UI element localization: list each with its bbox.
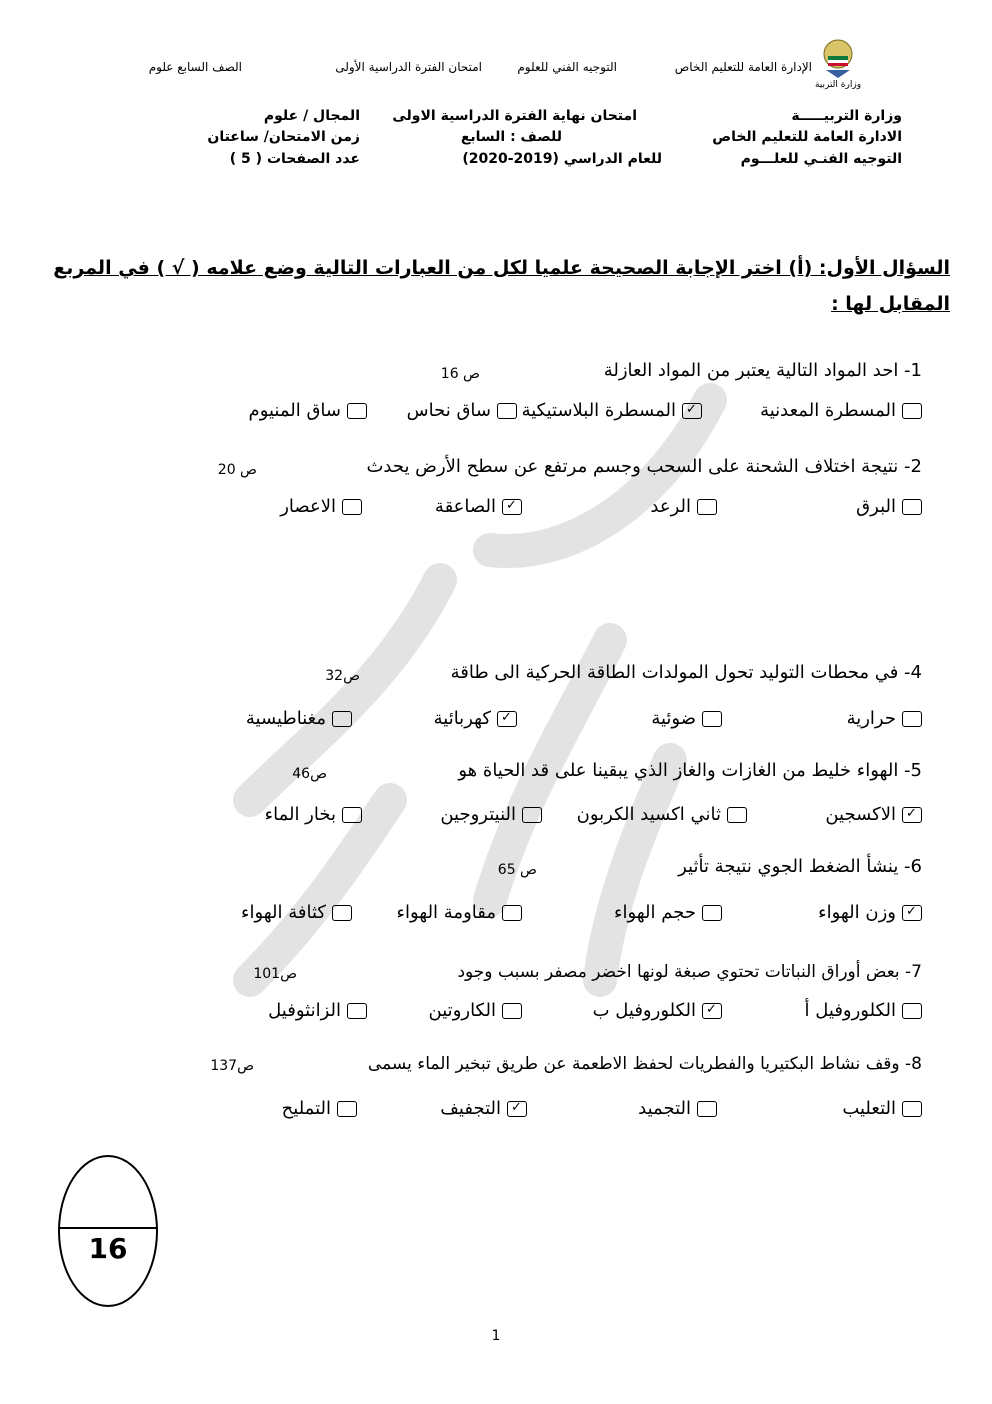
checkbox-icon[interactable] <box>342 499 362 515</box>
logo-caption: وزارة التربية <box>814 80 862 90</box>
score-oval <box>58 1155 158 1307</box>
header-pages: عدد الصفحات ( 5 ) <box>229 151 360 167</box>
top-exam: امتحان الفترة الدراسية الأولى <box>335 60 482 74</box>
header-grade: للصف : السابع <box>460 129 562 145</box>
option-checkbox[interactable]: الكلوروفيل أ <box>805 1000 922 1021</box>
checkbox-icon[interactable] <box>332 711 352 727</box>
checkbox-icon[interactable] <box>347 1003 367 1019</box>
option-checkbox[interactable]: ✓ التجفيف <box>440 1098 527 1119</box>
page-ref: ص101 <box>253 966 297 982</box>
option-checkbox[interactable]: الكاروتين <box>429 1000 522 1021</box>
checkbox-checked-icon[interactable] <box>502 499 522 515</box>
option-checkbox[interactable]: ✓ كهربائية <box>434 708 517 729</box>
option-checkbox[interactable]: ثاني اكسيد الكربون <box>577 804 747 825</box>
option-checkbox[interactable]: ساق نحاس <box>407 400 517 421</box>
checkbox-icon[interactable] <box>522 807 542 823</box>
option-checkbox[interactable]: البرق <box>856 496 922 517</box>
checkbox-icon[interactable] <box>902 499 922 515</box>
question-stem: 1- احد المواد التالية يعتبر من المواد العازلة <box>603 360 922 381</box>
option-checkbox[interactable]: الاعصار <box>280 496 362 517</box>
checkbox-icon[interactable] <box>337 1101 357 1117</box>
header-year: للعام الدراسي (2019-2020) <box>462 151 662 167</box>
header-ministry: وزارة التربيـــــة <box>791 108 902 124</box>
option-checkbox[interactable]: ✓ الصاعقة <box>435 496 522 517</box>
option-checkbox[interactable]: ✓ المسطرة البلاستيكية <box>522 400 702 421</box>
option-checkbox[interactable]: حرارية <box>847 708 922 729</box>
checkbox-checked-icon[interactable] <box>682 403 702 419</box>
checkbox-icon[interactable] <box>697 499 717 515</box>
question-title: السؤال الأول: (أ) اختر الإجابة الصحيحة علميا لكل من العبارات التالية وضع علامه ( √ ) في المربع المقابل لها : <box>53 257 950 315</box>
page-ref: ص 16 <box>440 366 480 382</box>
option-checkbox[interactable]: التعليب <box>842 1098 922 1119</box>
option-checkbox[interactable]: التجميد <box>638 1098 717 1119</box>
question-stem: 2- نتيجة اختلاف الشحنة على السحب وجسم مرتفع عن سطح الأرض يحدث <box>366 456 922 477</box>
option-checkbox[interactable]: بخار الماء <box>265 804 362 825</box>
header-exam-title: امتحان نهاية الفترة الدراسية الاولى <box>392 108 637 124</box>
page-number: 1 <box>491 1328 501 1344</box>
header-admin: الادارة العامة للتعليم الخاص <box>712 129 902 145</box>
option-checkbox[interactable]: مقاومة الهواء <box>397 902 522 923</box>
option-checkbox[interactable]: التمليح <box>282 1098 357 1119</box>
score-value: 16 <box>88 1232 128 1265</box>
checkbox-checked-icon[interactable] <box>507 1101 527 1117</box>
checkbox-icon[interactable] <box>342 807 362 823</box>
question-stem: 6- ينشأ الضغط الجوي نتيجة تأثير <box>678 856 922 877</box>
checkbox-icon[interactable] <box>902 711 922 727</box>
checkbox-checked-icon[interactable] <box>902 905 922 921</box>
option-checkbox[interactable]: ✓ الاكسجين <box>825 804 922 825</box>
option-checkbox[interactable]: كثافة الهواء <box>241 902 352 923</box>
checkbox-icon[interactable] <box>697 1101 717 1117</box>
score-divider <box>58 1227 158 1229</box>
top-grade: الصف السابع علوم <box>148 60 242 74</box>
option-checkbox[interactable]: ✓ وزن الهواء <box>818 902 922 923</box>
option-checkbox[interactable]: ✓ الكلوروفيل ب <box>593 1000 722 1021</box>
page-ref: ص46 <box>292 766 327 782</box>
question-stem: 4- في محطات التوليد تحول المولدات الطاقة الحركية الى طاقة <box>450 662 922 683</box>
page-ref: ص32 <box>325 668 360 684</box>
question-stem: 5- الهواء خليط من الغازات والغاز الذي يبقينا على قد الحياة هو <box>458 760 922 781</box>
top-admin: الإدارة العامة للتعليم الخاص <box>674 60 812 74</box>
checkbox-icon[interactable] <box>727 807 747 823</box>
header-field: المجال / علوم <box>263 108 360 124</box>
checkbox-icon[interactable] <box>332 905 352 921</box>
header-guidance: التوجيه الفنـي للعلـــوم <box>740 151 902 167</box>
option-checkbox[interactable]: المسطرة المعدنية <box>760 400 922 421</box>
page-ref: ص137 <box>210 1058 254 1074</box>
question-stem: 8- وقف نشاط البكتيريا والفطريات لحفظ الاطعمة عن طريق تبخير الماء يسمى <box>367 1054 922 1074</box>
checkbox-icon[interactable] <box>902 1101 922 1117</box>
option-checkbox[interactable]: حجم الهواء <box>614 902 722 923</box>
option-checkbox[interactable]: مغناطيسية <box>246 708 352 729</box>
option-checkbox[interactable]: ساق المنيوم <box>249 400 367 421</box>
checkbox-icon[interactable] <box>902 403 922 419</box>
checkbox-icon[interactable] <box>502 1003 522 1019</box>
ministry-logo-emblem <box>818 36 858 84</box>
top-guidance: التوجيه الفني للعلوم <box>517 60 617 74</box>
checkbox-icon[interactable] <box>702 711 722 727</box>
checkbox-checked-icon[interactable] <box>497 711 517 727</box>
checkbox-checked-icon[interactable] <box>902 807 922 823</box>
option-checkbox[interactable]: ضوئية <box>651 708 722 729</box>
checkbox-icon[interactable] <box>502 905 522 921</box>
option-checkbox[interactable]: الزانثوفيل <box>268 1000 367 1021</box>
question-stem: 7- بعض أوراق النباتات تحتوي صبغة لونها اخضر مصفر بسبب وجود <box>457 962 922 982</box>
page-ref: ص 65 <box>497 862 537 878</box>
page-ref: ص 20 <box>217 462 257 478</box>
option-checkbox[interactable]: الرعد <box>650 496 717 517</box>
checkbox-checked-icon[interactable] <box>702 1003 722 1019</box>
checkbox-icon[interactable] <box>902 1003 922 1019</box>
checkbox-icon[interactable] <box>497 403 517 419</box>
checkbox-icon[interactable] <box>702 905 722 921</box>
option-checkbox[interactable]: النيتروجين <box>440 804 542 825</box>
checkbox-icon[interactable] <box>347 403 367 419</box>
header-duration: زمن الامتحان/ ساعتان <box>207 129 360 145</box>
